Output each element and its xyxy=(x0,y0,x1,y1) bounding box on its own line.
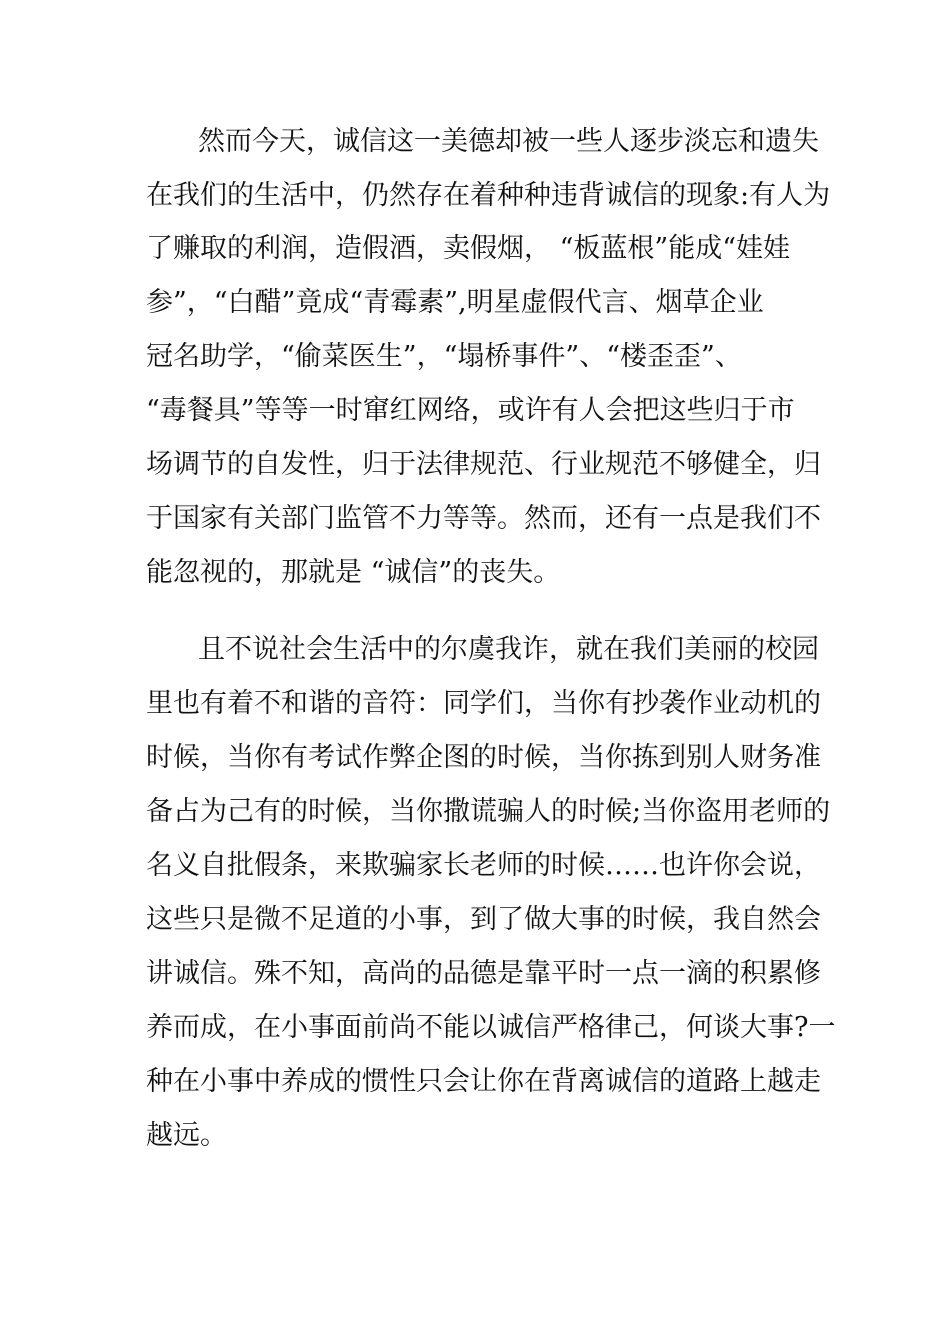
paragraph-2-line-4: 备占为己有的时候，当你撒谎骗人的时候;当你盗用老师的 xyxy=(146,796,831,827)
paragraph-2-line-6: 这些只是微不足道的小事，到了做大事的时候，我自然会 xyxy=(146,904,821,935)
paragraph-2-line-5: 名义自批假条，来欺骗家长老师的时候……也许你会说， xyxy=(146,850,821,881)
paragraph-1-line-7: 场调节的自发性，归于法律规范、行业规范不够健全，归 xyxy=(146,449,821,480)
paragraph-2-line-3: 时候，当你有考试作弊企图的时候，当你拣到别人财务准 xyxy=(146,742,821,773)
paragraph-1-line-1: 然而今天，诚信这一美德却被一些人逐步淡忘和遗失 xyxy=(198,126,819,157)
paragraph-1-line-9: 能忽视的，那就是 “诚信”的丧失。 xyxy=(146,557,561,588)
paragraph-2-line-7: 讲诚信。殊不知，高尚的品德是靠平时一点一滴的积累修 xyxy=(146,958,821,989)
paragraph-1-line-4: 参”，“白醋”竟成“青霉素”,明星虚假代言、烟草企业 xyxy=(146,287,764,318)
paragraph-2-line-1: 且不说社会生活中的尔虞我诈，就在我们美丽的校园 xyxy=(198,634,819,665)
paragraph-2-line-2: 里也有着不和谐的音符：同学们，当你有抄袭作业动机的 xyxy=(146,688,821,719)
paragraph-2-line-9: 种在小事中养成的惯性只会让你在背离诚信的道路上越走 xyxy=(146,1066,821,1097)
paragraph-1-line-5: 冠名助学，“偷菜医生”，“塌桥事件”、“楼歪歪”、 xyxy=(146,341,742,372)
paragraph-2-line-8: 养而成，在小事面前尚不能以诚信严格律己，何谈大事?一 xyxy=(146,1012,836,1043)
paragraph-1-line-2: 在我们的生活中，仍然存在着种种违背诚信的现象:有人为 xyxy=(146,180,831,211)
paragraph-2-line-10: 越远。 xyxy=(146,1120,227,1151)
paragraph-1-line-8: 于国家有关部门监管不力等等。然而，还有一点是我们不 xyxy=(146,503,821,534)
paragraph-1-line-3: 了赚取的利润，造假酒，卖假烟， “板蓝根”能成“娃娃 xyxy=(146,233,790,264)
paragraph-1-line-6: “毒餐具”等等一时窜红网络，或许有人会把这些归于市 xyxy=(146,395,795,426)
